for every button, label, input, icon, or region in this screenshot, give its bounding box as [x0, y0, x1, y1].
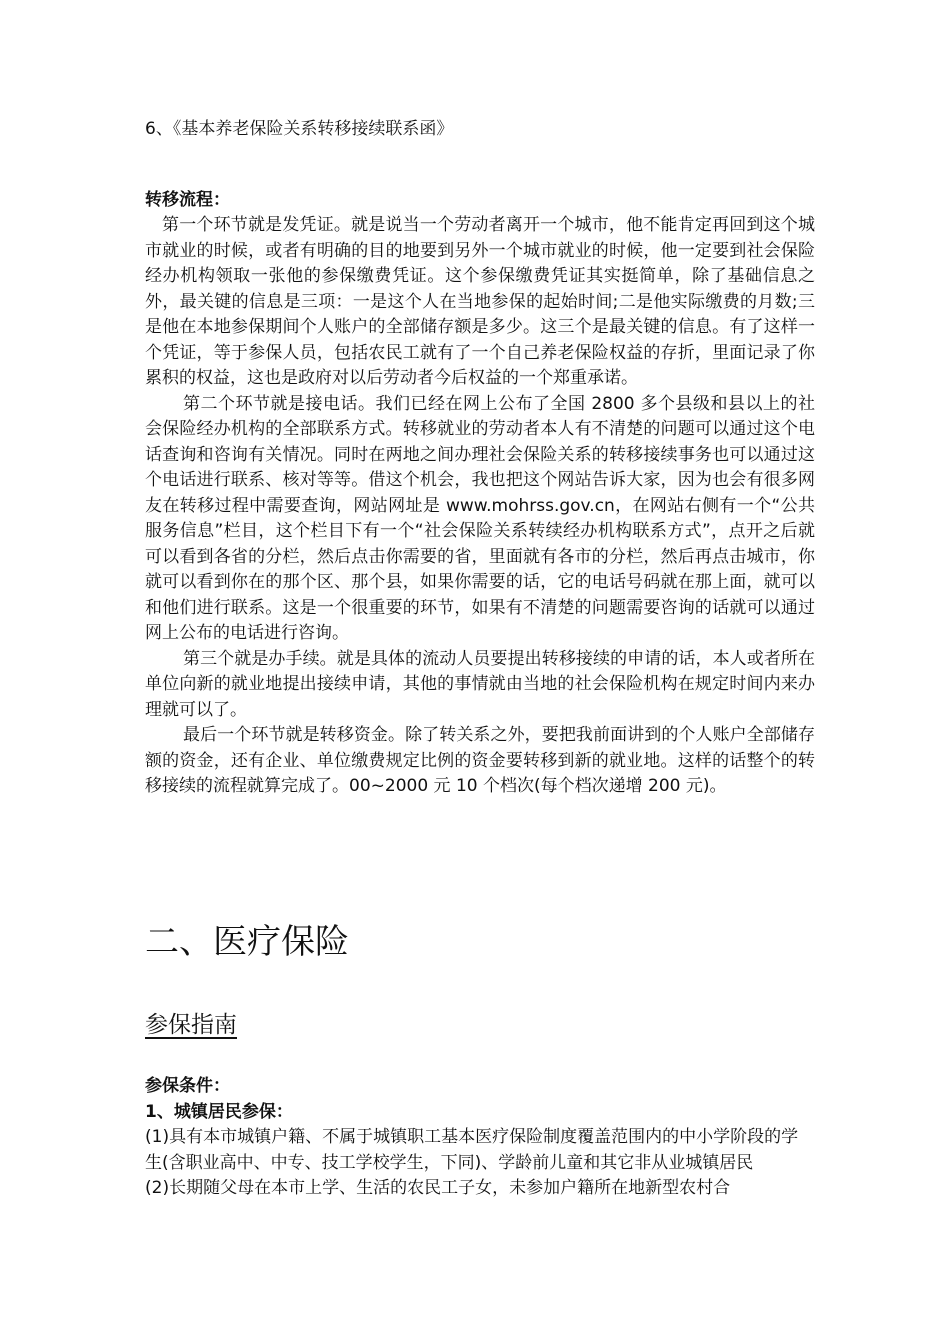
- list-item-6: 6、《基本养老保险关系转移接续联系函》: [145, 119, 454, 139]
- condition-item-1: (1)具有本市城镇户籍、不属于城镇职工基本医疗保险制度覆盖范围内的中小学阶段的学生(含职业高中、中专、技工学校学生，下同)、学龄前儿童和其它非从业城镇居民: [145, 1127, 799, 1173]
- section-title-medical-insurance: 二、医疗保险: [145, 922, 349, 962]
- transfer-process-heading: 转移流程：: [145, 190, 230, 210]
- conditions-label: 参保条件：: [145, 1076, 230, 1096]
- urban-residents-label: 1、城镇居民参保：: [145, 1101, 293, 1122]
- transfer-process-body: [145, 213, 815, 800]
- paragraph-step-1: 第一个环节就是发凭证。就是说当一个劳动者离开一个城市，他不能肯定再回到这个城市就业的时候，或者有明确的目的地要到另外一个城市就业的时候，他一定要到社会保险经办机构领取一张他的参保缴费凭证。这个参保缴费凭证其实挺简单，除了基础信息之外，最关键的信息是三项：一是这个人在当地参保的起始时间;二是他实际缴费的月数;三是他在本地参保期间个人账户的全部储存额是多少。这三个是最关键的信息。有了这样一个凭证，等于参保人员，包括农民工就有了一个自己养老保险权益的存折，里面记录了你累积的权益，这也是政府对以后劳动者今后权益的一个郑重承诺。: [145, 215, 815, 388]
- condition-item-2: (2)长期随父母在本市上学、生活的农民工子女，未参加户籍所在地新型农村合: [145, 1178, 731, 1198]
- paragraph-step-4: 最后一个环节就是转移资金。除了转关系之外，要把我前面讲到的个人账户全部储存额的资金，还有企业、单位缴费规定比例的资金要转移到新的就业地。这样的话整个的转移接续的流程就算完成了。00~2000 元 10 个档次(每个档次递增 200 元)。: [145, 725, 815, 796]
- paragraph-step-2: 第二个环节就是接电话。我们已经在网上公布了全国 2800 多个县级和县以上的社会保险经办机构的全部联系方式。转移就业的劳动者本人有不清楚的问题可以通过这个电话查询和咨询有关情况。同时在两地之间办理社会保险关系的转移接续事务也可以通过这个电话进行联系、核对等等。借这个机会，我也把这个网站告诉大家，因为也会有很多网友在转移过程中需要查询，网站网址是 www.mohrss.gov.cn，在网站右侧有一个“公共服务信息”栏目，这个栏目下有一个“社会保险关系转续经办机构联系方式”，点开之后就可以看到各省的分栏，然后点击你需要的省，里面就有各市的分栏，然后再点击城市，你就可以看到你在的那个区、那个县，如果你需要的话，它的电话号码就在那上面，就可以和他们进行联系。这是一个很重要的环节，如果有不清楚的问题需要咨询的话就可以通过网上公布的电话进行咨询。: [145, 393, 815, 643]
- paragraph-step-3: 第三个就是办手续。就是具体的流动人员要提出转移接续的申请的话，本人或者所在单位向新的就业地提出接续申请，其他的事情就由当地的社会保险机构在规定时间内来办理就可以了。: [145, 648, 815, 720]
- enrollment-conditions: [145, 1074, 815, 1202]
- subsection-title-enrollment-guide: 参保指南: [145, 1012, 237, 1038]
